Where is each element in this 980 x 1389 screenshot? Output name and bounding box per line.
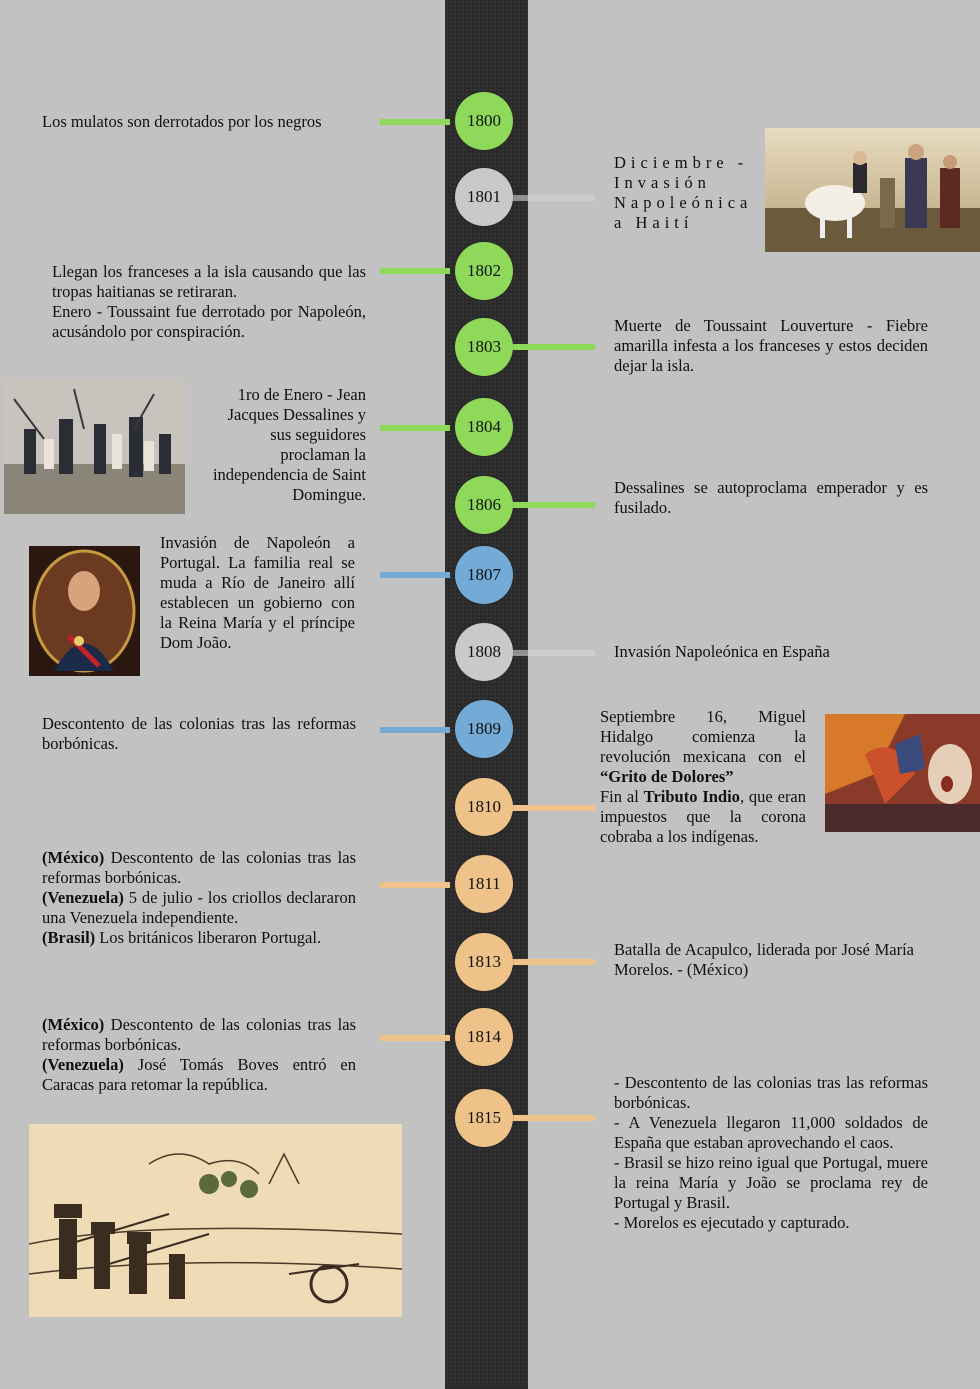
year-label: 1815 — [467, 1108, 501, 1127]
event-1815-item: - Descontento de las colonias tras las reformas borbónicas. — [614, 1073, 928, 1112]
year-label: 1801 — [467, 187, 501, 206]
connector-1801 — [510, 195, 595, 201]
napoleon-painting-image — [765, 128, 980, 252]
year-node-1808 — [455, 623, 513, 681]
year-node-1802 — [455, 242, 513, 300]
connector-1811 — [380, 882, 450, 888]
event-1806: Dessalines se autoproclama emperador y es fusilado. — [614, 478, 928, 517]
connector-1814 — [380, 1035, 450, 1041]
haitian-battle-image — [4, 379, 185, 514]
year-node-1800 — [455, 92, 513, 150]
event-1803: Muerte de Toussaint Louverture - Fiebre amarilla infesta a los franceses y estos deciden dejar la isla. — [614, 316, 928, 375]
event-1802-line1: Llegan los franceses a la isla causando que las tropas haitianas se retiraran. — [52, 262, 366, 301]
dom-joao-portrait-image — [29, 546, 140, 676]
event-1810 — [600, 707, 806, 847]
event-1809: Descontento de las colonias tras las reformas borbónicas. — [42, 714, 356, 753]
connector-1800 — [380, 119, 450, 125]
year-label: 1806 — [467, 495, 501, 514]
event-1815-item: - Morelos es ejecutado y capturado. — [614, 1213, 850, 1232]
event-1810-text-a: Septiembre 16, Miguel Hidalgo comienza la revolución mexicana con el — [600, 707, 806, 766]
year-label: 1811 — [467, 874, 501, 893]
event-1807: Invasión de Napoleón a Portugal. La familia real se muda a Río de Janeiro allí establecen un gobierno con la Reina María y el príncipe Dom João. — [160, 533, 355, 652]
event-1813: Batalla de Acapulco, liderada por José María Morelos. - (México) — [614, 940, 914, 979]
connector-1803 — [510, 344, 595, 350]
event-1814 — [42, 1015, 356, 1095]
year-node-1806 — [455, 476, 513, 534]
year-label: 1800 — [467, 111, 501, 130]
tag-venezuela: (Venezuela) — [42, 888, 124, 907]
event-1801: Diciembre - Invasión Napoleónica a Haití — [614, 153, 753, 232]
event-1811 — [42, 848, 356, 948]
tag-mexico: (México) — [42, 848, 105, 867]
event-1815 — [614, 1073, 928, 1233]
year-node-1807 — [455, 546, 513, 604]
connector-1813 — [510, 959, 595, 965]
year-node-1815 — [455, 1089, 513, 1147]
year-node-1811 — [455, 855, 513, 913]
event-1804: 1ro de Enero - Jean Jacques Dessalines y sus seguidores proclaman la independencia de Saint Domingue. — [212, 385, 366, 504]
year-label: 1813 — [467, 952, 501, 971]
connector-1809 — [380, 727, 450, 733]
connector-1807 — [380, 572, 450, 578]
year-node-1803 — [455, 318, 513, 376]
year-node-1809 — [455, 700, 513, 758]
tag-mexico: (México) — [42, 1015, 105, 1034]
year-label: 1803 — [467, 337, 501, 356]
event-1815-item: - A Venezuela llegaron 11,000 soldados de España que estaban aprovechando el caos. — [614, 1113, 928, 1152]
event-1810-text-c: Fin al — [600, 787, 639, 806]
year-label: 1809 — [467, 719, 501, 738]
year-node-1813 — [455, 933, 513, 991]
year-node-1810 — [455, 778, 513, 836]
year-node-1814 — [455, 1008, 513, 1066]
event-1800: Los mulatos son derrotados por los negros — [42, 112, 322, 131]
event-1802-line2: Enero - Toussaint fue derrotado por Napoleón, acusándolo por conspiración. — [52, 302, 366, 341]
event-1810-text-e: , que eran impuestos que la corona cobraba a los indígenas. — [600, 787, 807, 846]
event-1808: Invasión Napoleónica en España — [614, 642, 830, 661]
tag-brasil: (Brasil) — [42, 928, 96, 947]
year-label: 1804 — [467, 417, 501, 436]
event-1811-venezuela: 5 de julio - los criollos declararon una Venezuela independiente. — [42, 888, 356, 927]
event-1814-mexico: Descontento de las colonias tras las reformas borbónicas. — [42, 1015, 356, 1054]
year-label: 1802 — [467, 261, 501, 280]
year-node-1801 — [455, 168, 513, 226]
connector-1810 — [510, 805, 595, 811]
event-1811-brasil: Los británicos liberaron Portugal. — [95, 928, 322, 947]
connector-1815 — [510, 1115, 595, 1121]
year-node-1804 — [455, 398, 513, 456]
connector-1804 — [380, 425, 450, 431]
event-1811-mexico: Descontento de las colonias tras las reformas borbónicas. — [42, 848, 356, 887]
connector-1806 — [510, 502, 595, 508]
event-1810-tributo: Tributo Indio — [643, 787, 740, 806]
year-label: 1814 — [467, 1027, 501, 1046]
connector-1802 — [380, 268, 450, 274]
battle-sketch-image — [29, 1124, 402, 1317]
hidalgo-mural-image — [825, 714, 980, 832]
year-label: 1807 — [467, 565, 501, 584]
event-1814-venezuela: José Tomás Boves entró en Caracas para retomar la república. — [42, 1055, 356, 1094]
tag-venezuela: (Venezuela) — [42, 1055, 124, 1074]
year-label: 1808 — [467, 642, 501, 661]
event-1815-item: - Brasil se hizo reino igual que Portugal, muere la reina María y João se proclama rey de Portugal y Brasil. — [614, 1153, 928, 1212]
connector-1808 — [510, 650, 595, 656]
event-1810-grito: “Grito de Dolores” — [600, 767, 734, 786]
event-1802 — [52, 262, 366, 342]
year-label: 1810 — [467, 797, 501, 816]
